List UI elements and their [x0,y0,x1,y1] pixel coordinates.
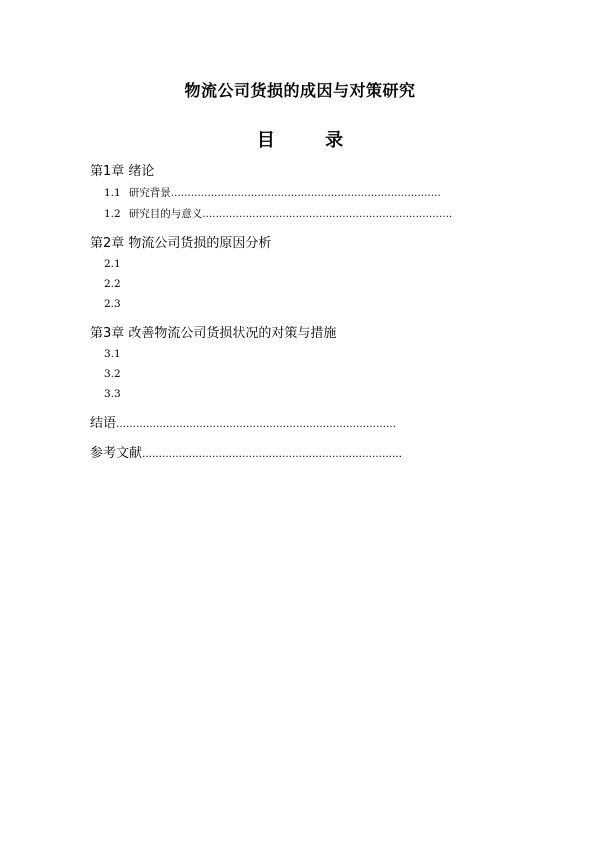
toc-section-title: 研究目的与意义 [128,208,203,220]
toc-conclusion-label: 结语 [90,416,117,431]
toc-leader-dots: ………………………………………………………………………… [116,419,397,430]
toc-section-1-1[interactable] [104,185,441,200]
toc-section-2-1[interactable] [104,258,129,270]
toc-leader-dots: ……………………………………………………………………… [170,188,441,199]
toc-section-number: 3.1 [104,348,121,360]
toc-chapter-3-label: 第3章 改善物流公司货损状况的对策与措施 [90,326,337,341]
toc-section-3-3[interactable] [104,388,129,400]
toc-section-3-2[interactable] [104,368,129,380]
toc-chapter-3[interactable] [90,322,336,341]
toc-section-number: 2.3 [104,298,121,310]
toc-section-3-1[interactable] [104,348,129,360]
toc-conclusion[interactable] [90,412,432,431]
toc-leader-dots: ………………………………………………………………… [202,209,453,220]
toc-section-1-2[interactable] [104,206,453,221]
toc-chapter-1-label: 第1章 绪论 [90,164,155,179]
toc-section-number: 3.3 [104,388,121,400]
toc-section-number: 2.1 [104,258,121,270]
toc-chapter-2-label: 第2章 物流公司货损的原因分析 [90,236,272,251]
document-title: 物流公司货损的成因与对策研究 [184,81,416,100]
toc-section-2-2[interactable] [104,278,129,290]
toc-section-number: 2.2 [104,278,121,290]
toc-section-number: 1.1 [104,187,121,199]
toc-chapter-1[interactable] [90,160,154,179]
toc-references[interactable] [90,442,422,461]
toc-section-number: 1.2 [104,208,121,220]
toc-section-number: 3.2 [104,368,121,380]
toc-section-2-3[interactable] [104,298,129,310]
toc-leader-dots: …………………………………………………………………… [142,449,403,460]
toc-chapter-2[interactable] [90,232,271,251]
toc-section-title: 研究背景 [128,187,171,199]
toc-heading: 目 录 [256,130,366,151]
toc-references-label: 参考文献 [90,446,143,461]
